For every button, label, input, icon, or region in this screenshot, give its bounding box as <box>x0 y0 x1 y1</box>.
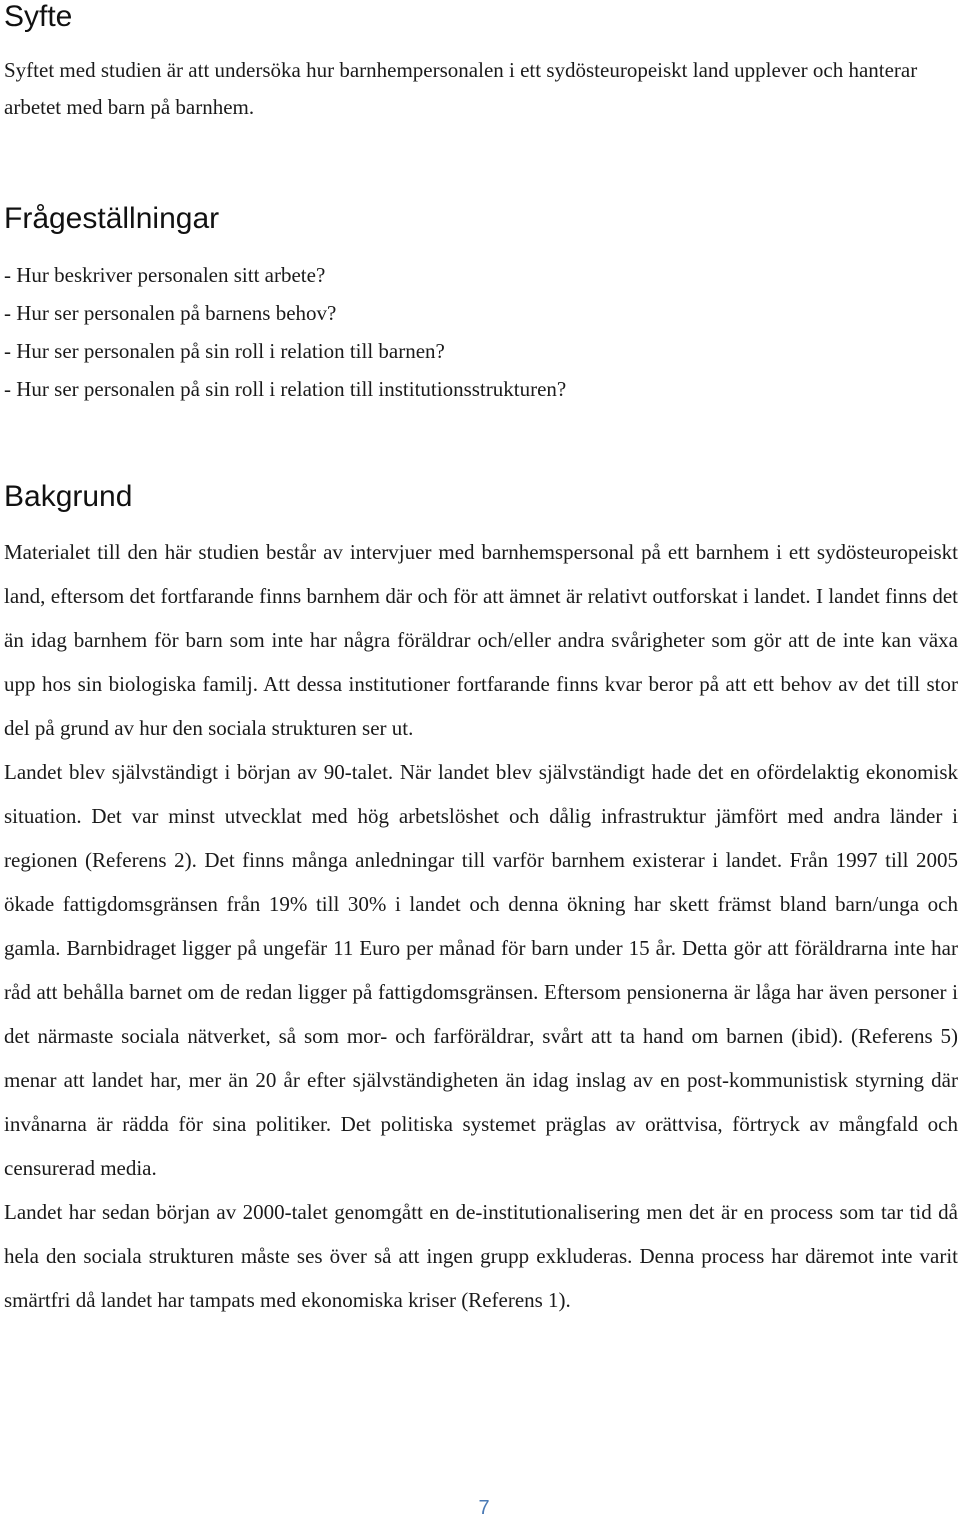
bakgrund-body <box>4 530 958 1322</box>
section-heading-fragestallningar: Frågeställningar <box>4 202 220 235</box>
bakgrund-paragraph: Landet har sedan början av 2000-talet genomgått en de-institutionalisering men det är en process som tar tid då hela den sociala strukturen måste ses över så att ingen grupp exkluderas. Denna process har däremot inte varit smärtfri då landet har tampats med ekonomiska kriser (Referens 1). <box>4 1200 958 1312</box>
syfte-paragraph <box>4 52 958 126</box>
section-heading-bakgrund: Bakgrund <box>4 480 133 513</box>
bakgrund-paragraph: Materialet till den här studien består av intervjuer med barnhemspersonal på ett barnhem i ett sydösteuropeiskt land, eftersom det fortfarande finns barnhem där och för att ämnet är relativt outforskat i landet. I landet finns det än idag barnhem för barn som inte har några föräldrar och/eller andra svårigheter som gör att de inte kan växa upp hos sin biologiska familj. Att dessa institutioner fortfarande finns kvar beror på att ett behov av det till stor del på grund av hur den sociala strukturen ser ut. <box>4 540 958 740</box>
question-item: - Hur ser personalen på barnens behov? <box>4 301 337 325</box>
syfte-text: Syftet med studien är att undersöka hur barnhempersonalen i ett sydösteuropeiskt land upplever och hanterar arbetet med barn på barnhem. <box>4 58 918 119</box>
page-number: 7 <box>478 1497 490 1519</box>
question-item: - Hur beskriver personalen sitt arbete? <box>4 263 326 287</box>
question-list <box>4 256 958 408</box>
question-item: - Hur ser personalen på sin roll i relation till barnen? <box>4 339 445 363</box>
bakgrund-paragraph: Landet blev självständigt i början av 90-talet. När landet blev självständigt hade det en ofördelaktig ekonomisk situation. Det var minst utvecklat med hög arbetslöshet och dålig infrastruktur jämfört med andra länder i regionen (Referens 2). Det finns många anledningar till varför barnhem existerar i landet. Från 1997 till 2005 ökade fattigdomsgränsen från 19% till 30% i landet och denna ökning har skett främst bland barn/unga och gamla. Barnbidraget ligger på ungefär 11 Euro per månad för barn under 15 år. Detta gör att föräldrarna inte har råd att behålla barnet om de redan ligger på fattigdomsgränsen. Eftersom pensionerna är låga har även personer i det närmaste sociala nätverket, så som mor- och farföräldrar, svårt att ta hand om barnen (ibid). (Referens 5) menar att landet har, mer än 20 år efter självständigheten än idag inslag av en post-kommunistisk styrning där invånarna är rädda för sina politiker. Det politiska systemet präglas av orättvisa, förtryck av mångfald och censurerad media. <box>4 760 958 1180</box>
question-item: - Hur ser personalen på sin roll i relation till institutionsstrukturen? <box>4 377 567 401</box>
section-heading-syfte: Syfte <box>4 0 73 33</box>
